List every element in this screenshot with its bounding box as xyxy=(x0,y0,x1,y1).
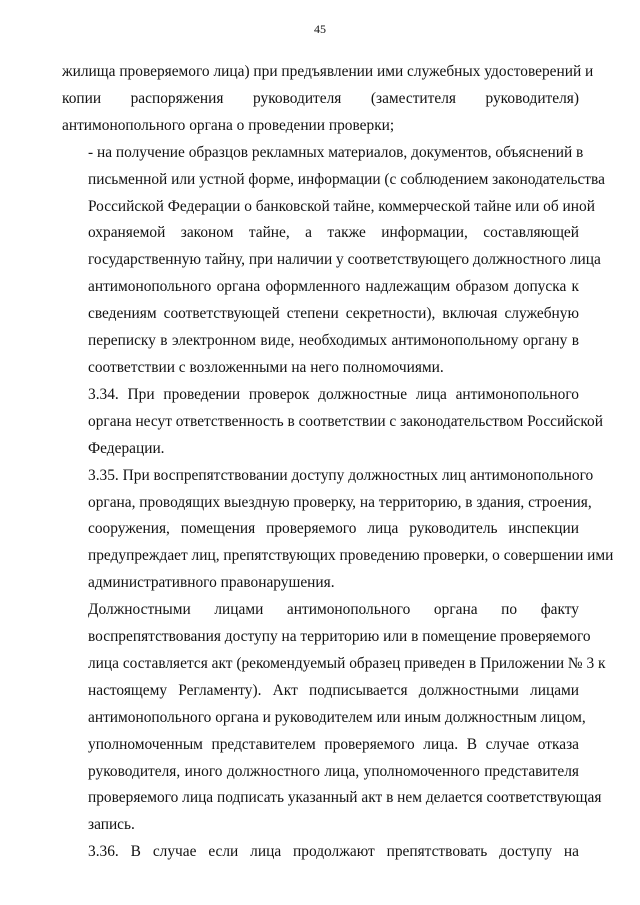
page-number: 45 xyxy=(314,22,326,36)
paragraph xyxy=(62,597,606,839)
paragraph xyxy=(62,140,605,382)
text-line: антимонопольного органа оформленного надлежащим образом допуска к xyxy=(88,278,579,296)
text-line: воспрепятствования доступу на территорию или в помещение проверяемого xyxy=(88,628,591,646)
text-line: органа, проводящих выездную проверку, на территорию, в здания, строения, xyxy=(88,493,592,511)
text-line: Российской Федерации о банковской тайне, коммерческой тайне или об иной xyxy=(88,197,595,215)
text-line: Федерации. xyxy=(88,439,165,457)
text-line: охраняемой законом тайне, а также информации, составляющей xyxy=(88,224,579,242)
paragraph xyxy=(62,59,594,140)
text-line: соответствии с возложенными на него полномочиями. xyxy=(88,358,444,376)
text-line: антимонопольного органа о проведении проверки; xyxy=(62,116,395,134)
text-line: настоящему Регламенту). Акт подписывается должностными лицами xyxy=(88,681,579,699)
text-line: 3.35. При воспрепятствовании доступу должностных лиц антимонопольного xyxy=(88,466,594,484)
text-line: сооружения, помещения проверяемого лица руководитель инспекции xyxy=(88,520,579,538)
text-line: антимонопольного органа и руководителем или иным должностным лицом, xyxy=(88,708,586,726)
document-body xyxy=(62,59,614,866)
text-line: 3.34. При проведении проверок должностные лица антимонопольного xyxy=(88,385,579,403)
text-line: проверяемого лица подписать указанный акт в нем делается соответствующая xyxy=(88,789,602,807)
text-line: Должностными лицами антимонопольного органа по факту xyxy=(88,601,579,619)
paragraph xyxy=(62,839,579,866)
text-line: сведениям соответствующей степени секретности), включая служебную xyxy=(88,305,579,323)
text-line: переписку в электронном виде, необходимых антимонопольному органу в xyxy=(88,332,579,350)
text-line: 3.36. В случае если лица продолжают препятствовать доступу на xyxy=(88,843,579,861)
text-line: предупреждает лиц, препятствующих проведению проверки, о совершении ими xyxy=(88,547,614,565)
text-line: жилища проверяемого лица) при предъявлении ими служебных удостоверений и xyxy=(62,63,594,80)
paragraph xyxy=(62,463,614,598)
text-line: запись. xyxy=(88,816,135,834)
text-line: административного правонарушения. xyxy=(88,574,335,592)
text-line: копии распоряжения руководителя (заместителя руководителя) xyxy=(62,89,579,107)
text-line: лица составляется акт (рекомендуемый образец приведен в Приложении № 3 к xyxy=(88,654,606,672)
text-line: уполномоченным представителем проверяемого лица. В случае отказа xyxy=(88,735,579,753)
text-line: государственную тайну, при наличии у соответствующего должностного лица xyxy=(88,251,601,269)
paragraph xyxy=(62,382,603,463)
text-line: письменной или устной форме, информации (с соблюдением законодательства xyxy=(88,170,605,188)
text-line: - на получение образцов рекламных материалов, документов, объяснений в xyxy=(88,143,584,161)
text-line: органа несут ответственность в соответствии с законодательством Российской xyxy=(88,412,603,430)
text-line: руководителя, иного должностного лица, уполномоченного представителя xyxy=(88,762,579,780)
